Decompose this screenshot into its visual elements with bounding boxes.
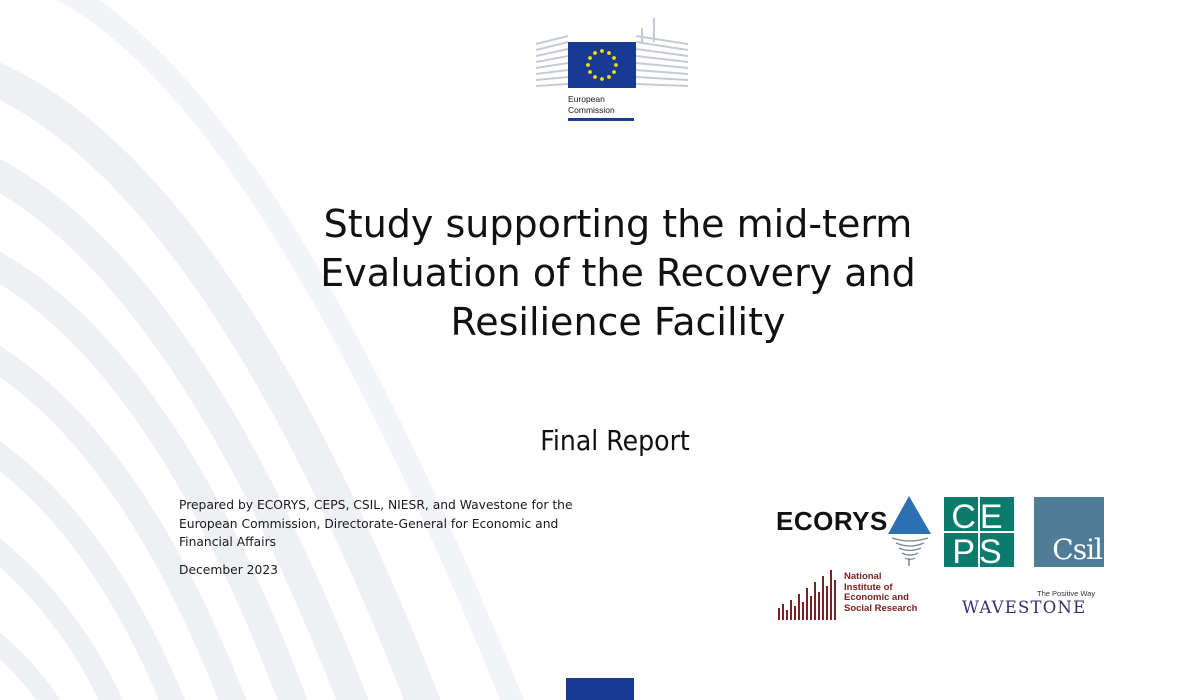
- prepared-line-1: Prepared by ECORYS, CEPS, CSIL, NIESR, and Wavestone for the: [179, 498, 573, 512]
- eu-flag-strip: [566, 678, 634, 700]
- niesr-line-3: Economic and: [844, 592, 909, 603]
- ecorys-triangle-icon: [888, 496, 932, 568]
- csil-logo: [1034, 497, 1104, 567]
- eu-flag: [568, 42, 636, 88]
- document-title: [200, 200, 1036, 347]
- csil-logo-text: Csil: [1052, 533, 1102, 566]
- wavestone-tagline: The Positive Way: [1037, 589, 1096, 598]
- title-line-1: Study supporting the mid-term: [323, 202, 913, 246]
- niesr-line-4: Social Research: [844, 602, 918, 614]
- niesr-logo-text: [844, 572, 917, 614]
- logo-line-1: European: [568, 94, 605, 104]
- ceps-logo: [944, 497, 1014, 567]
- niesr-line-1: National: [844, 571, 882, 582]
- ecorys-logo-text: ECORYS: [776, 506, 888, 536]
- publication-date: December 2023: [179, 563, 278, 577]
- niesr-line-2: Institute of: [844, 581, 893, 593]
- wavestone-logo-text: WAVESTONE: [962, 598, 1087, 617]
- logo-line-2: Commission: [568, 105, 615, 115]
- prepared-by-text: [179, 496, 599, 552]
- title-line-2: Evaluation of the Recovery and: [320, 251, 916, 295]
- title-line-3: Resilience Facility: [450, 300, 786, 344]
- european-commission-logo: [532, 14, 692, 124]
- ceps-top-text: CE: [951, 498, 1007, 536]
- ceps-bottom-text: PS: [952, 533, 1006, 567]
- document-subtitle: Final Report: [540, 424, 690, 457]
- niesr-bars-icon: [778, 570, 840, 622]
- prepared-line-3: Financial Affairs: [179, 535, 277, 549]
- prepared-line-2: European Commission, Directorate-General for Economic and: [179, 516, 559, 531]
